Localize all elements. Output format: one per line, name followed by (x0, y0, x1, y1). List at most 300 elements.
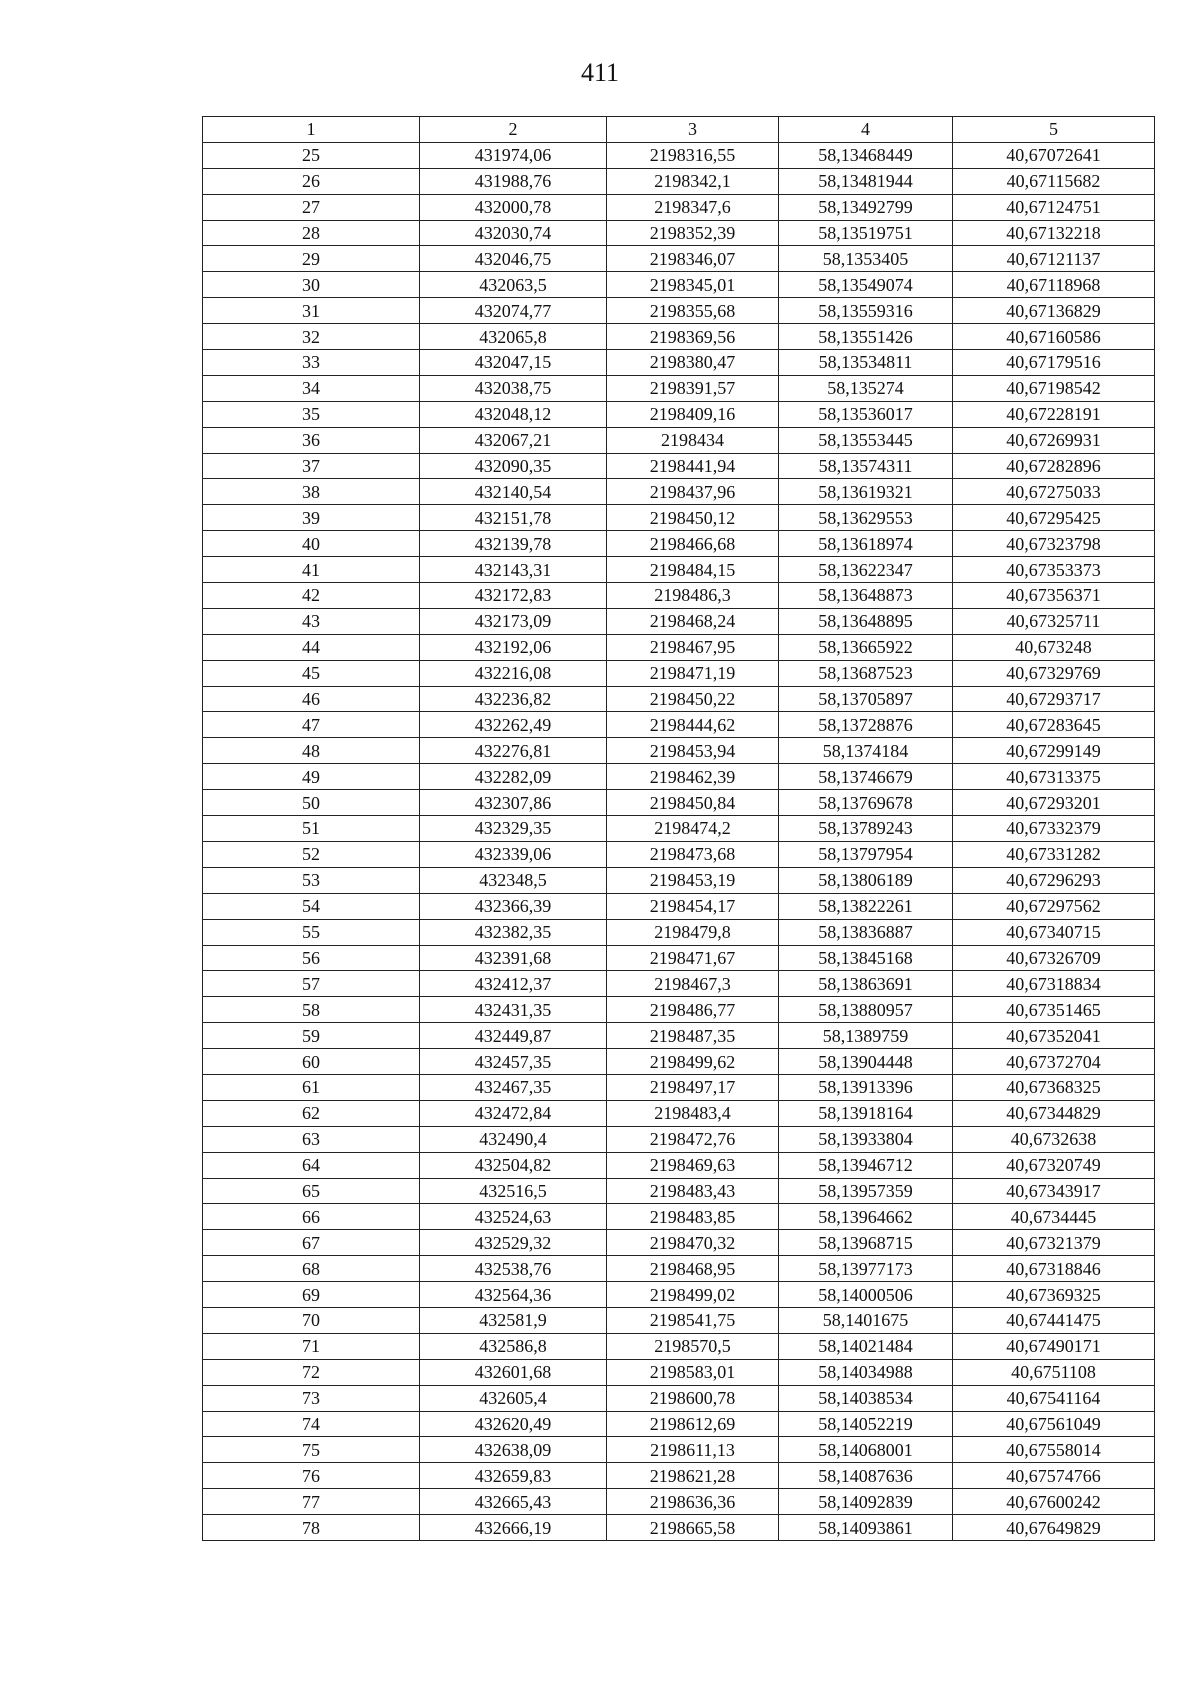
table-row (203, 893, 1155, 919)
table-cell-col-1: 62 (203, 1100, 420, 1126)
table-cell-col-4: 58,13619321 (779, 479, 953, 505)
table-cell-col-4: 58,13618974 (779, 531, 953, 557)
table-cell-col-5: 40,67293717 (953, 686, 1155, 712)
table-cell-col-2: 432382,35 (420, 919, 607, 945)
table-cell-col-5: 40,67561049 (953, 1411, 1155, 1437)
table-cell-col-5: 40,67072641 (953, 142, 1155, 168)
table-cell-col-3: 2198342,1 (607, 168, 779, 194)
table-row (203, 142, 1155, 168)
table-body (203, 142, 1155, 1540)
table-cell-col-2: 432038,75 (420, 375, 607, 401)
table-cell-col-5: 40,67282896 (953, 453, 1155, 479)
table-row (203, 324, 1155, 350)
table-cell-col-3: 2198347,6 (607, 194, 779, 220)
table-cell-col-5: 40,67325711 (953, 608, 1155, 634)
table-cell-col-4: 58,13551426 (779, 324, 953, 350)
table-cell-col-3: 2198479,8 (607, 919, 779, 945)
table-cell-col-4: 58,13492799 (779, 194, 953, 220)
header-row (203, 117, 1155, 143)
table-cell-col-2: 432063,5 (420, 272, 607, 298)
table-cell-col-3: 2198434 (607, 427, 779, 453)
table-row (203, 479, 1155, 505)
table-cell-col-3: 2198450,12 (607, 505, 779, 531)
table-cell-col-1: 38 (203, 479, 420, 505)
table-cell-col-4: 58,13957359 (779, 1178, 953, 1204)
table-cell-col-3: 2198665,58 (607, 1515, 779, 1541)
table-cell-col-5: 40,67353373 (953, 557, 1155, 583)
table-cell-col-1: 39 (203, 505, 420, 531)
table-row (203, 272, 1155, 298)
table-cell-col-5: 40,67340715 (953, 919, 1155, 945)
table-cell-col-1: 34 (203, 375, 420, 401)
column-header-4: 4 (779, 117, 953, 143)
table-cell-col-2: 432524,63 (420, 1204, 607, 1230)
table-cell-col-1: 55 (203, 919, 420, 945)
page-number: 411 (580, 58, 620, 87)
table-cell-col-4: 58,13904448 (779, 1049, 953, 1075)
table-row (203, 1411, 1155, 1437)
table-cell-col-4: 58,14093861 (779, 1515, 953, 1541)
table-row (203, 246, 1155, 272)
table-cell-col-5: 40,67118968 (953, 272, 1155, 298)
table-cell-col-5: 40,67558014 (953, 1437, 1155, 1463)
table-cell-col-2: 432139,78 (420, 531, 607, 557)
table-cell-col-3: 2198450,22 (607, 686, 779, 712)
table-cell-col-5: 40,67318846 (953, 1256, 1155, 1282)
table-row (203, 375, 1155, 401)
table-cell-col-4: 58,13769678 (779, 790, 953, 816)
table-cell-col-3: 2198636,36 (607, 1489, 779, 1515)
table-cell-col-3: 2198355,68 (607, 298, 779, 324)
table-row (203, 220, 1155, 246)
table-cell-col-2: 432467,35 (420, 1074, 607, 1100)
table-cell-col-3: 2198466,68 (607, 531, 779, 557)
table-cell-col-3: 2198391,57 (607, 375, 779, 401)
table-cell-col-4: 58,1401675 (779, 1307, 953, 1333)
table-row (203, 945, 1155, 971)
table-row (203, 401, 1155, 427)
table-cell-col-4: 58,14034988 (779, 1359, 953, 1385)
table-cell-col-5: 40,67441475 (953, 1307, 1155, 1333)
table-cell-col-3: 2198483,85 (607, 1204, 779, 1230)
table-row (203, 453, 1155, 479)
table-cell-col-5: 40,67293201 (953, 790, 1155, 816)
table-cell-col-4: 58,14038534 (779, 1385, 953, 1411)
table-cell-col-1: 77 (203, 1489, 420, 1515)
table-cell-col-2: 432391,68 (420, 945, 607, 971)
table-cell-col-2: 432538,76 (420, 1256, 607, 1282)
table-cell-col-1: 59 (203, 1023, 420, 1049)
table-cell-col-3: 2198621,28 (607, 1463, 779, 1489)
table-cell-col-3: 2198468,95 (607, 1256, 779, 1282)
table-row (203, 997, 1155, 1023)
table-row (203, 557, 1155, 583)
table-cell-col-5: 40,67600242 (953, 1489, 1155, 1515)
table-cell-col-5: 40,67313375 (953, 764, 1155, 790)
table-cell-col-2: 432192,06 (420, 634, 607, 660)
table-cell-col-1: 36 (203, 427, 420, 453)
table-cell-col-5: 40,67132218 (953, 220, 1155, 246)
table-cell-col-1: 26 (203, 168, 420, 194)
table-row (203, 790, 1155, 816)
table-cell-col-3: 2198450,84 (607, 790, 779, 816)
table-cell-col-5: 40,67136829 (953, 298, 1155, 324)
table-cell-col-3: 2198474,2 (607, 816, 779, 842)
table-cell-col-5: 40,67297562 (953, 893, 1155, 919)
table-cell-col-4: 58,14052219 (779, 1411, 953, 1437)
table-cell-col-1: 44 (203, 634, 420, 660)
table-cell-col-2: 432472,84 (420, 1100, 607, 1126)
table-cell-col-5: 40,67321379 (953, 1230, 1155, 1256)
table-row (203, 1126, 1155, 1152)
table-cell-col-1: 50 (203, 790, 420, 816)
table-cell-col-4: 58,13468449 (779, 142, 953, 168)
table-cell-col-3: 2198612,69 (607, 1411, 779, 1437)
table-cell-col-5: 40,6751108 (953, 1359, 1155, 1385)
table-cell-col-2: 432000,78 (420, 194, 607, 220)
table-cell-col-1: 74 (203, 1411, 420, 1437)
table-row (203, 1230, 1155, 1256)
table-cell-col-1: 32 (203, 324, 420, 350)
table-cell-col-5: 40,67332379 (953, 816, 1155, 842)
table-row (203, 1074, 1155, 1100)
table-cell-col-5: 40,67283645 (953, 712, 1155, 738)
table-cell-col-1: 70 (203, 1307, 420, 1333)
table-cell-col-3: 2198472,76 (607, 1126, 779, 1152)
table-cell-col-2: 432581,9 (420, 1307, 607, 1333)
table-cell-col-3: 2198316,55 (607, 142, 779, 168)
table-row (203, 712, 1155, 738)
table-cell-col-2: 432065,8 (420, 324, 607, 350)
table-cell-col-1: 56 (203, 945, 420, 971)
table-row (203, 1307, 1155, 1333)
table-row (203, 350, 1155, 376)
table-cell-col-5: 40,67541164 (953, 1385, 1155, 1411)
table-cell-col-2: 432067,21 (420, 427, 607, 453)
table-cell-col-1: 61 (203, 1074, 420, 1100)
table-row (203, 1049, 1155, 1075)
table-cell-col-5: 40,6732638 (953, 1126, 1155, 1152)
table-cell-col-1: 51 (203, 816, 420, 842)
table-row (203, 738, 1155, 764)
table-cell-col-2: 432151,78 (420, 505, 607, 531)
table-row (203, 1256, 1155, 1282)
table-cell-col-3: 2198467,95 (607, 634, 779, 660)
table-cell-col-4: 58,135274 (779, 375, 953, 401)
table-cell-col-5: 40,67299149 (953, 738, 1155, 764)
table-cell-col-4: 58,13933804 (779, 1126, 953, 1152)
table-cell-col-2: 432216,08 (420, 660, 607, 686)
table-cell-col-2: 432282,09 (420, 764, 607, 790)
table-cell-col-5: 40,67320749 (953, 1152, 1155, 1178)
table-cell-col-4: 58,13822261 (779, 893, 953, 919)
table-cell-col-3: 2198444,62 (607, 712, 779, 738)
table-cell-col-1: 49 (203, 764, 420, 790)
table-cell-col-1: 35 (203, 401, 420, 427)
table-cell-col-2: 432047,15 (420, 350, 607, 376)
column-header-3: 3 (607, 117, 779, 143)
table-cell-col-2: 432329,35 (420, 816, 607, 842)
table-cell-col-4: 58,13648895 (779, 608, 953, 634)
table-cell-col-4: 58,14092839 (779, 1489, 953, 1515)
table-cell-col-2: 432048,12 (420, 401, 607, 427)
table-cell-col-4: 58,1374184 (779, 738, 953, 764)
table-cell-col-3: 2198380,47 (607, 350, 779, 376)
table-cell-col-4: 58,1389759 (779, 1023, 953, 1049)
table-row (203, 1489, 1155, 1515)
table-cell-col-4: 58,13553445 (779, 427, 953, 453)
column-header-1: 1 (203, 117, 420, 143)
table-cell-col-5: 40,67343917 (953, 1178, 1155, 1204)
table-cell-col-2: 432172,83 (420, 583, 607, 609)
table-cell-col-5: 40,67179516 (953, 350, 1155, 376)
table-cell-col-4: 58,14068001 (779, 1437, 953, 1463)
table-cell-col-2: 432449,87 (420, 1023, 607, 1049)
table-cell-col-4: 58,13534811 (779, 350, 953, 376)
table-cell-col-1: 52 (203, 841, 420, 867)
table-cell-col-1: 41 (203, 557, 420, 583)
table-cell-col-5: 40,67329769 (953, 660, 1155, 686)
table-cell-col-4: 58,13665922 (779, 634, 953, 660)
table-cell-col-3: 2198453,94 (607, 738, 779, 764)
table-cell-col-5: 40,6734445 (953, 1204, 1155, 1230)
table-row (203, 427, 1155, 453)
table-cell-col-2: 432366,39 (420, 893, 607, 919)
table-cell-col-4: 58,13913396 (779, 1074, 953, 1100)
table-header (203, 117, 1155, 143)
coordinates-table (202, 116, 1155, 1541)
table-row (203, 298, 1155, 324)
table-cell-col-2: 432490,4 (420, 1126, 607, 1152)
table-cell-col-2: 432665,43 (420, 1489, 607, 1515)
table-cell-col-5: 40,67228191 (953, 401, 1155, 427)
table-cell-col-5: 40,67295425 (953, 505, 1155, 531)
table-row (203, 634, 1155, 660)
table-row (203, 1023, 1155, 1049)
table-cell-col-5: 40,67121137 (953, 246, 1155, 272)
table-cell-col-4: 58,13797954 (779, 841, 953, 867)
table-cell-col-2: 432140,54 (420, 479, 607, 505)
table-row (203, 919, 1155, 945)
table-row (203, 1204, 1155, 1230)
table-cell-col-3: 2198583,01 (607, 1359, 779, 1385)
table-cell-col-3: 2198486,3 (607, 583, 779, 609)
table-cell-col-5: 40,67372704 (953, 1049, 1155, 1075)
table-cell-col-5: 40,67318834 (953, 971, 1155, 997)
table-row (203, 660, 1155, 686)
table-cell-col-3: 2198497,17 (607, 1074, 779, 1100)
table-cell-col-1: 68 (203, 1256, 420, 1282)
table-row (203, 1437, 1155, 1463)
table-cell-col-1: 48 (203, 738, 420, 764)
table-row (203, 194, 1155, 220)
table-cell-col-3: 2198600,78 (607, 1385, 779, 1411)
table-cell-col-5: 40,67351465 (953, 997, 1155, 1023)
table-row (203, 1385, 1155, 1411)
table-cell-col-3: 2198470,32 (607, 1230, 779, 1256)
table-cell-col-1: 54 (203, 893, 420, 919)
table-cell-col-1: 31 (203, 298, 420, 324)
table-cell-col-5: 40,67323798 (953, 531, 1155, 557)
table-cell-col-1: 57 (203, 971, 420, 997)
table-row (203, 505, 1155, 531)
table-cell-col-1: 65 (203, 1178, 420, 1204)
table-cell-col-2: 432516,5 (420, 1178, 607, 1204)
table-cell-col-5: 40,67160586 (953, 324, 1155, 350)
table-cell-col-2: 432348,5 (420, 867, 607, 893)
table-cell-col-4: 58,13964662 (779, 1204, 953, 1230)
table-cell-col-3: 2198453,19 (607, 867, 779, 893)
table-cell-col-3: 2198484,15 (607, 557, 779, 583)
table-cell-col-2: 432030,74 (420, 220, 607, 246)
table-cell-col-5: 40,67124751 (953, 194, 1155, 220)
table-row (203, 1178, 1155, 1204)
table-cell-col-5: 40,67490171 (953, 1333, 1155, 1359)
table-cell-col-2: 432236,82 (420, 686, 607, 712)
table-cell-col-3: 2198369,56 (607, 324, 779, 350)
table-cell-col-5: 40,67331282 (953, 841, 1155, 867)
table-cell-col-1: 43 (203, 608, 420, 634)
table-cell-col-5: 40,67269931 (953, 427, 1155, 453)
table-cell-col-2: 431988,76 (420, 168, 607, 194)
table-row (203, 1152, 1155, 1178)
table-cell-col-4: 58,13648873 (779, 583, 953, 609)
table-cell-col-3: 2198471,67 (607, 945, 779, 971)
table-row (203, 841, 1155, 867)
table-row (203, 816, 1155, 842)
table-cell-col-1: 53 (203, 867, 420, 893)
table-cell-col-4: 58,13536017 (779, 401, 953, 427)
table-cell-col-3: 2198437,96 (607, 479, 779, 505)
table-row (203, 686, 1155, 712)
table-cell-col-5: 40,67369325 (953, 1282, 1155, 1308)
table-cell-col-4: 58,13918164 (779, 1100, 953, 1126)
table-cell-col-1: 47 (203, 712, 420, 738)
table-cell-col-3: 2198611,13 (607, 1437, 779, 1463)
table-cell-col-4: 58,13806189 (779, 867, 953, 893)
table-cell-col-5: 40,67574766 (953, 1463, 1155, 1489)
table-row (203, 1282, 1155, 1308)
table-cell-col-5: 40,67352041 (953, 1023, 1155, 1049)
table-cell-col-3: 2198467,3 (607, 971, 779, 997)
table-cell-col-4: 58,13836887 (779, 919, 953, 945)
table-cell-col-4: 58,13946712 (779, 1152, 953, 1178)
table-row (203, 1515, 1155, 1541)
table-row (203, 971, 1155, 997)
table-cell-col-4: 58,13728876 (779, 712, 953, 738)
table-cell-col-2: 432046,75 (420, 246, 607, 272)
table-cell-col-5: 40,67368325 (953, 1074, 1155, 1100)
table-cell-col-2: 432173,09 (420, 608, 607, 634)
table-cell-col-5: 40,67326709 (953, 945, 1155, 971)
table-cell-col-4: 58,1353405 (779, 246, 953, 272)
table-cell-col-2: 432564,36 (420, 1282, 607, 1308)
table-cell-col-2: 432412,37 (420, 971, 607, 997)
table-cell-col-4: 58,13481944 (779, 168, 953, 194)
table-cell-col-2: 432143,31 (420, 557, 607, 583)
table-cell-col-3: 2198487,35 (607, 1023, 779, 1049)
table-row (203, 583, 1155, 609)
table-row (203, 1359, 1155, 1385)
table-cell-col-3: 2198499,02 (607, 1282, 779, 1308)
table-cell-col-3: 2198409,16 (607, 401, 779, 427)
table-cell-col-4: 58,13789243 (779, 816, 953, 842)
table-cell-col-1: 46 (203, 686, 420, 712)
table-cell-col-2: 432262,49 (420, 712, 607, 738)
table-cell-col-2: 432090,35 (420, 453, 607, 479)
table-cell-col-4: 58,14000506 (779, 1282, 953, 1308)
table-cell-col-5: 40,67344829 (953, 1100, 1155, 1126)
table-cell-col-2: 431974,06 (420, 142, 607, 168)
table-cell-col-2: 432620,49 (420, 1411, 607, 1437)
table-cell-col-5: 40,67198542 (953, 375, 1155, 401)
table-cell-col-2: 432586,8 (420, 1333, 607, 1359)
table-cell-col-1: 78 (203, 1515, 420, 1541)
table-cell-col-4: 58,13519751 (779, 220, 953, 246)
table-cell-col-2: 432638,09 (420, 1437, 607, 1463)
table-cell-col-3: 2198352,39 (607, 220, 779, 246)
table-cell-col-5: 40,67296293 (953, 867, 1155, 893)
table-cell-col-4: 58,13746679 (779, 764, 953, 790)
table-cell-col-1: 64 (203, 1152, 420, 1178)
table-cell-col-1: 60 (203, 1049, 420, 1075)
table-cell-col-1: 25 (203, 142, 420, 168)
table-cell-col-3: 2198454,17 (607, 893, 779, 919)
table-cell-col-1: 58 (203, 997, 420, 1023)
table-cell-col-4: 58,13629553 (779, 505, 953, 531)
table-cell-col-3: 2198346,07 (607, 246, 779, 272)
table-cell-col-1: 76 (203, 1463, 420, 1489)
table-cell-col-1: 72 (203, 1359, 420, 1385)
table-cell-col-4: 58,13574311 (779, 453, 953, 479)
table-row (203, 1333, 1155, 1359)
table-cell-col-4: 58,13845168 (779, 945, 953, 971)
table-cell-col-2: 432431,35 (420, 997, 607, 1023)
table-row (203, 168, 1155, 194)
table-cell-col-3: 2198345,01 (607, 272, 779, 298)
table-row (203, 1463, 1155, 1489)
table-cell-col-3: 2198468,24 (607, 608, 779, 634)
table-cell-col-1: 66 (203, 1204, 420, 1230)
table-cell-col-3: 2198486,77 (607, 997, 779, 1023)
table-cell-col-4: 58,13977173 (779, 1256, 953, 1282)
table-cell-col-1: 30 (203, 272, 420, 298)
table-cell-col-4: 58,14087636 (779, 1463, 953, 1489)
table-row (203, 531, 1155, 557)
table-cell-col-3: 2198473,68 (607, 841, 779, 867)
table-row (203, 1100, 1155, 1126)
table-cell-col-5: 40,67115682 (953, 168, 1155, 194)
table-cell-col-1: 37 (203, 453, 420, 479)
table-cell-col-4: 58,14021484 (779, 1333, 953, 1359)
table-cell-col-3: 2198469,63 (607, 1152, 779, 1178)
table-cell-col-1: 75 (203, 1437, 420, 1463)
table-cell-col-3: 2198462,39 (607, 764, 779, 790)
table-cell-col-1: 63 (203, 1126, 420, 1152)
table-cell-col-2: 432529,32 (420, 1230, 607, 1256)
column-header-5: 5 (953, 117, 1155, 143)
table-cell-col-2: 432601,68 (420, 1359, 607, 1385)
table-cell-col-2: 432666,19 (420, 1515, 607, 1541)
table-cell-col-1: 29 (203, 246, 420, 272)
table-cell-col-3: 2198570,5 (607, 1333, 779, 1359)
table-cell-col-1: 45 (203, 660, 420, 686)
table-cell-col-5: 40,67356371 (953, 583, 1155, 609)
column-header-2: 2 (420, 117, 607, 143)
table-cell-col-1: 69 (203, 1282, 420, 1308)
table-cell-col-3: 2198483,43 (607, 1178, 779, 1204)
table-cell-col-1: 71 (203, 1333, 420, 1359)
